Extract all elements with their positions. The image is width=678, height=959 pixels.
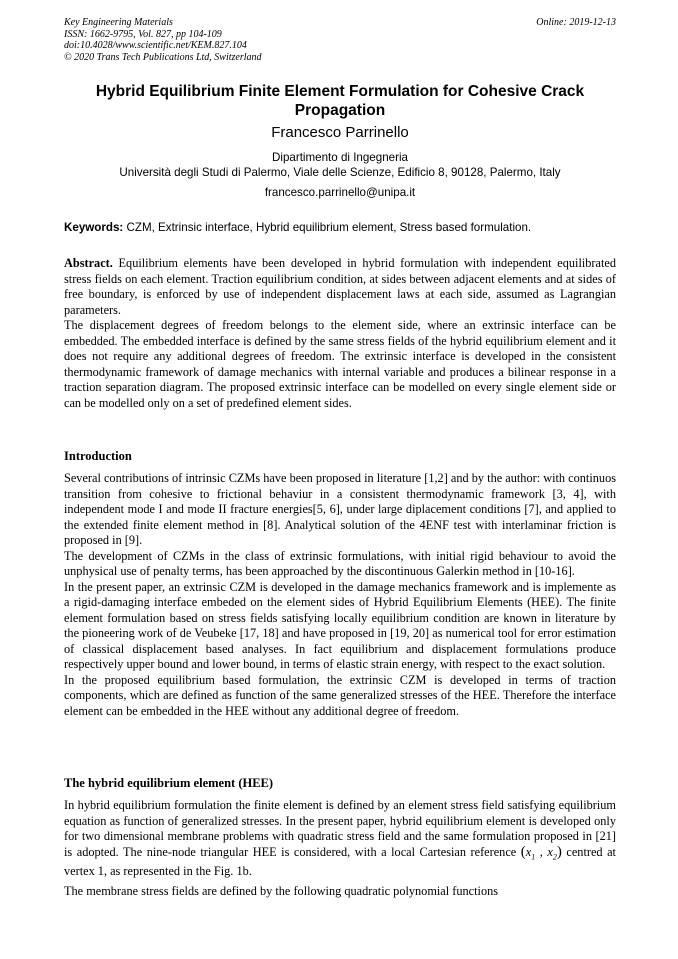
abstract <box>64 256 616 411</box>
keywords-label: Keywords: <box>64 221 124 234</box>
affiliation-department: Dipartimento di Ingegneria <box>272 151 408 164</box>
math-sub-1: 1 <box>531 851 536 861</box>
journal-header <box>64 17 616 63</box>
abstract-label: Abstract. <box>64 256 113 270</box>
affiliation-address: Università degli Studi di Palermo, Viale delle Scienze, Edificio 8, 90128, Palermo, Italy <box>119 166 561 179</box>
hee-paragraph-1 <box>64 798 616 880</box>
author-name: Francesco Parrinello <box>271 124 409 141</box>
introduction-paragraph-2: The development of CZMs in the class of extrinsic formulations, with initial rigid behaviour to avoid the unphysical use of penalty terms, has been approached by the discontinuous Galerkin method in [10-16]. <box>64 548 616 578</box>
journal-name: Key Engineering Materials <box>64 17 173 28</box>
math-separator: , <box>535 844 548 859</box>
introduction-body <box>64 471 616 719</box>
hee-body <box>64 798 616 899</box>
online-date: Online: 2019-12-13 <box>536 17 616 28</box>
paper-title: Hybrid Equilibrium Finite Element Formulation for Cohesive Crack Propagation <box>95 83 585 119</box>
doi-line: doi:10.4028/www.scientific.net/KEM.827.104 <box>64 40 247 51</box>
local-reference-math: ($x_1$ , $x_2$) <box>520 843 562 861</box>
hee-heading: The hybrid equilibrium element (HEE) <box>64 776 274 790</box>
math-x2: x <box>547 844 553 859</box>
hee-paragraph-2: The membrane stress fields are defined by the following quadratic polynomial functions <box>64 883 499 898</box>
introduction-heading: Introduction <box>64 449 132 463</box>
issn-line: ISSN: 1662-9795, Vol. 827, pp 104-109 <box>64 28 222 40</box>
author-email: francesco.parrinello@unipa.it <box>264 186 416 199</box>
abstract-paragraph-1 <box>64 256 616 318</box>
introduction-paragraph-1: Several contributions of intrinsic CZMs have been proposed in literature [1,2] and by the author: with continuos transition from cohesive to frictional behaviur in a consistent thermodynamic framework [3, 4], with independent mode I and mode II fracture energies[5, 6], under large diplacement conditions [7], and applied to the extended finite element method in [8]. Analytical solution of the 4ENF test with interlaminar friction is proposed in [9]. <box>64 471 616 547</box>
hee-text-1a: In hybrid equilibrium formulation the finite element is defined by an element stress field satisfying equilibrium equation as function of generalized stresses. In the present paper, hybrid equilibrium element is developed only for two dimensional membrane problems with quadratic stress field and the same formulation proposed in [21] is adopted. The nine-node triangular HEE is considered, with a local Cartesian reference <box>64 798 616 859</box>
math-sub-2: 2 <box>552 851 557 861</box>
keywords <box>64 220 616 235</box>
affiliation <box>64 150 616 180</box>
keywords-text: CZM, Extrinsic interface, Hybrid equilibrium element, Stress based formulation. <box>123 221 532 234</box>
math-x1: x <box>525 844 532 859</box>
introduction-paragraph-3: In the present paper, an extrinsic CZM is developed in the damage mechanics framework and is implemente as a rigid-damaging interface embeded on the element sides of Hybrid Equilibrium Elements (HEE). The finite element formulation based on stress fields satisfying locally equilibrium condition are known in literature by the pioneering work of de Veubeke [17, 18] and have proposed in [19, 20] as numerical tool for error estimation of classical displacement based analyses. In fact equilibrium and displacement formulations produce respectively upper bound and lower bound, in terms of elastic strain energy, with respect to the exact solution. <box>64 579 616 671</box>
introduction-paragraph-4: In the proposed equilibrium based formulation, the extrinsic CZM is developed in terms of traction components, which are defined as function of the same generalized stresses of the HEE. Therefore the interface element can be embedded in the HEE without any additional degree of freedom. <box>64 672 616 718</box>
abstract-paragraph-2: The displacement degrees of freedom belongs to the element side, where an extrinsic interface can be embedded. The embedded interface is defined by the same stress fields of the hybrid equilibrium element and it does not require any additional degrees of freedom. The extrinsic interface is developed in the consistent thermodynamic framework of damage mechanics with internal variable and produces a bilinear response in a traction separation diagram. The proposed extrinsic interface can be modelled on every single element side or can be modelled only on a set of predefined element sides. <box>64 318 616 410</box>
copyright-line: © 2020 Trans Tech Publications Ltd, Switzerland <box>64 51 262 63</box>
abstract-text-1: Equilibrium elements have been developed in hybrid formulation with independent equilibrated stress fields on each element. Traction equilibrium condition, at sides between adjacent elements and at sides of free boundary, is enforced by use of independent displacement laws at each side, assumed as Lagrangian parameters. <box>64 256 616 317</box>
hee-text-1b: centred at vertex 1, as represented in the Fig. 1b. <box>64 844 616 879</box>
